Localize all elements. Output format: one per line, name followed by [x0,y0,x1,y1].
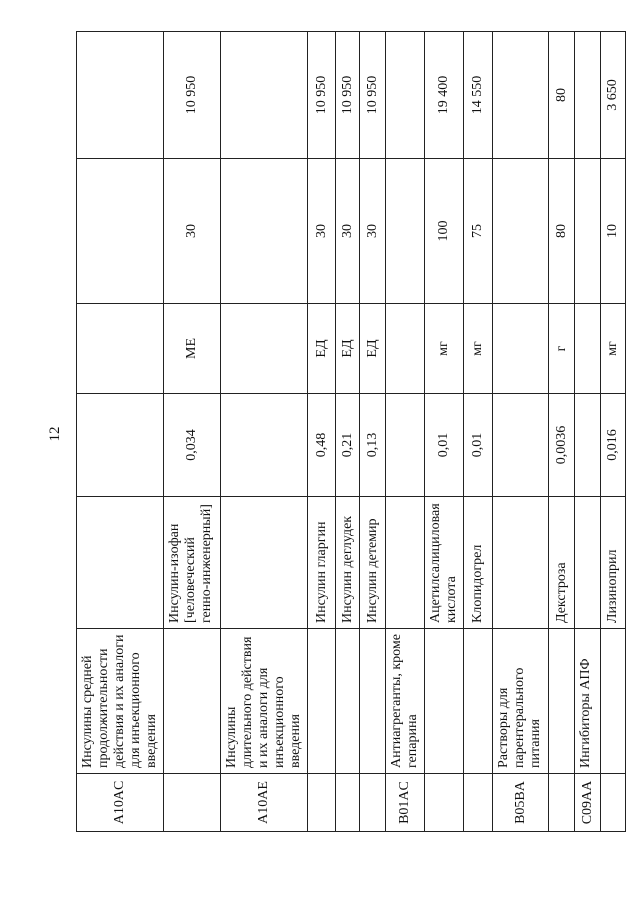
total-cell: 3 650 [601,32,626,159]
ddd-cell: 0,01 [464,394,493,497]
group-cell [464,629,493,774]
total-cell: 10 950 [360,32,386,159]
group-cell: Инсулины длительного действия и их аналоги для инъекционного введения [221,629,308,774]
drug-cell [386,497,425,629]
quantity-cell [221,159,308,304]
unit-cell [77,304,164,394]
table-row [336,32,360,832]
ddd-cell: 0,016 [601,394,626,497]
unit-cell: г [549,304,575,394]
ddd-cell: 0,48 [308,394,336,497]
unit-cell: мг [425,304,464,394]
atc-code-cell [308,774,336,832]
drug-cell [493,497,549,629]
drug-cell: Клопидогрел [464,497,493,629]
quantity-cell: 100 [425,159,464,304]
quantity-cell: 80 [549,159,575,304]
table-row [549,32,575,832]
ddd-cell [575,394,601,497]
drug-cell: Лизиноприл [601,497,626,629]
group-cell [549,629,575,774]
rotated-table-container [76,32,620,832]
total-cell: 10 950 [164,32,221,159]
quantity-cell [575,159,601,304]
group-cell [360,629,386,774]
ddd-cell [221,394,308,497]
drug-cell: Ацетилсалициловая кислота [425,497,464,629]
unit-cell [575,304,601,394]
ddd-cell [77,394,164,497]
quantity-cell [77,159,164,304]
atc-code-cell: B05BA [493,774,549,832]
quantity-cell: 75 [464,159,493,304]
atc-code-cell [360,774,386,832]
group-cell: Инсулины средней продолжительности действия и их аналоги для инъекционного введения [77,629,164,774]
unit-cell: мг [601,304,626,394]
table-row [164,32,221,832]
ddd-cell: 0,01 [425,394,464,497]
atc-code-cell: A10AE [221,774,308,832]
quantity-cell: 10 [601,159,626,304]
unit-cell [386,304,425,394]
unit-cell [221,304,308,394]
unit-cell: мг [464,304,493,394]
total-cell: 80 [549,32,575,159]
unit-cell [493,304,549,394]
atc-code-cell: A10AC [77,774,164,832]
ddd-cell: 0,21 [336,394,360,497]
total-cell: 10 950 [336,32,360,159]
total-cell: 10 950 [308,32,336,159]
ddd-cell: 0,13 [360,394,386,497]
atc-code-cell: B01AC [386,774,425,832]
total-cell [575,32,601,159]
table-row [386,32,425,832]
total-cell [221,32,308,159]
atc-code-cell [601,774,626,832]
table-row [601,32,626,832]
drug-cell [575,497,601,629]
drug-cell: Инсулин детемир [360,497,386,629]
quantity-cell: 30 [164,159,221,304]
quantity-cell: 30 [308,159,336,304]
group-cell [164,629,221,774]
table-row [221,32,308,832]
table-row [464,32,493,832]
table-row [425,32,464,832]
drug-table [76,31,626,832]
atc-code-cell [549,774,575,832]
group-cell [308,629,336,774]
group-cell [425,629,464,774]
table-row [575,32,601,832]
quantity-cell [386,159,425,304]
total-cell [493,32,549,159]
table-row [360,32,386,832]
group-cell [336,629,360,774]
drug-cell: Инсулин гларгин [308,497,336,629]
group-cell: Ингибиторы АПФ [575,629,601,774]
drug-cell: Инсулин деглудек [336,497,360,629]
drug-cell: Инсулин-изофан [человеческий генно-инженерный] [164,497,221,629]
group-cell [601,629,626,774]
table-row [77,32,164,832]
drug-cell [77,497,164,629]
total-cell: 14 550 [464,32,493,159]
ddd-cell: 0,034 [164,394,221,497]
unit-cell: ЕД [336,304,360,394]
atc-code-cell [336,774,360,832]
atc-code-cell [164,774,221,832]
table-row [308,32,336,832]
unit-cell: ЕД [360,304,386,394]
atc-code-cell [464,774,493,832]
ddd-cell: 0,0036 [549,394,575,497]
total-cell: 19 400 [425,32,464,159]
unit-cell: ЕД [308,304,336,394]
total-cell [77,32,164,159]
atc-code-cell [425,774,464,832]
drug-cell: Декстроза [549,497,575,629]
group-cell: Антиагреганты, кроме гепарина [386,629,425,774]
atc-code-cell: C09AA [575,774,601,832]
drug-cell [221,497,308,629]
page-number: 12 [47,426,63,442]
quantity-cell: 30 [360,159,386,304]
total-cell [386,32,425,159]
quantity-cell: 30 [336,159,360,304]
group-cell: Растворы для парентерального питания [493,629,549,774]
ddd-cell [493,394,549,497]
ddd-cell [386,394,425,497]
quantity-cell [493,159,549,304]
table-row [493,32,549,832]
unit-cell: МЕ [164,304,221,394]
